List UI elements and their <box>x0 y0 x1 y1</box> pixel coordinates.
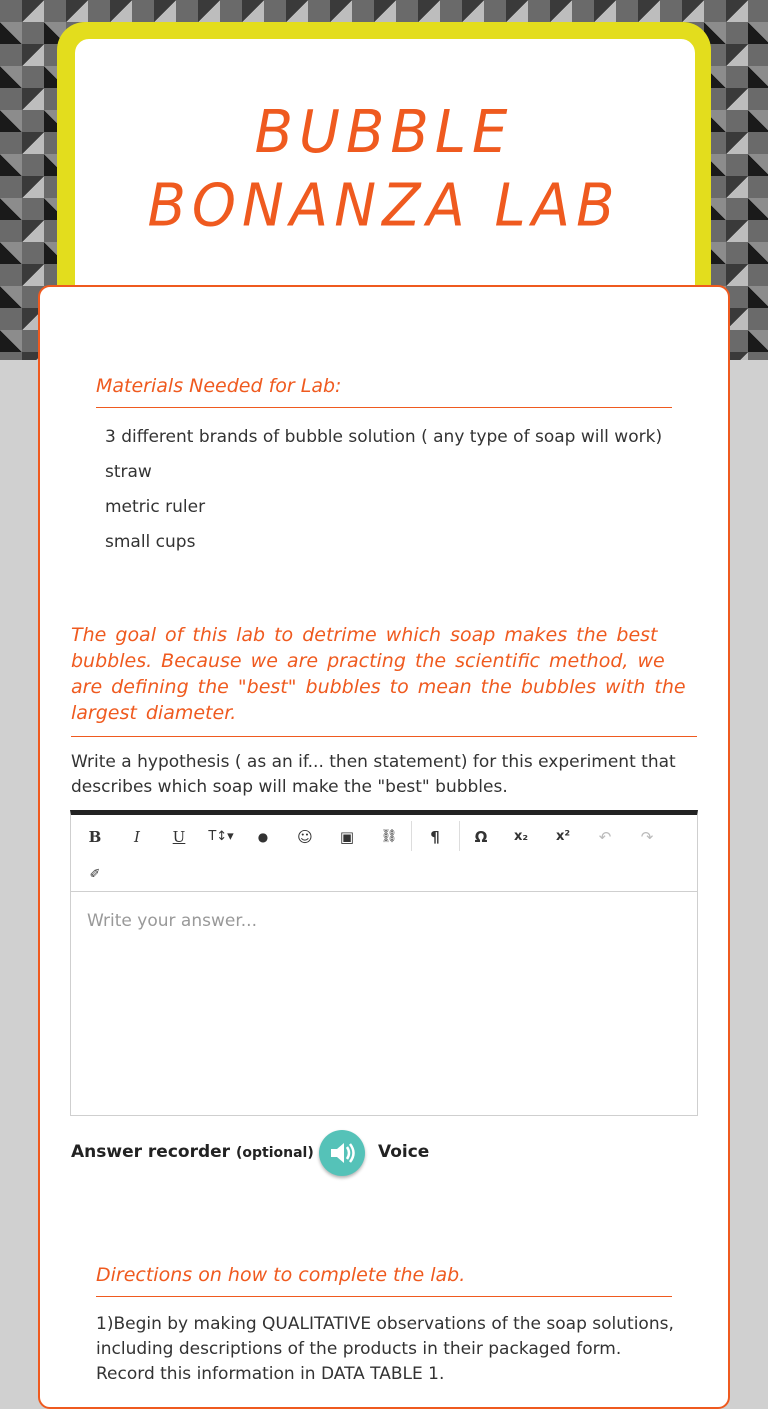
directions-step-1: 1)Begin by making QUALITATIVE observations of the soap solutions, including descriptions of the products in their packaged form. Record this information in DATA TABLE 1. <box>96 1314 674 1384</box>
paragraph-direction-icon[interactable]: ¶ <box>430 828 440 846</box>
italic-button[interactable]: I <box>134 828 140 846</box>
text-color-icon[interactable]: ● <box>257 830 269 844</box>
materials-list <box>105 425 685 565</box>
speaker-icon <box>319 1130 365 1176</box>
recorder-title: Answer recorder <box>71 1142 231 1162</box>
question-prompt: Write a hypothesis ( as an if... then statement) for this experiment that describes which soap will make the "best" bubbles. <box>71 752 676 797</box>
toolbar-divider <box>459 821 460 851</box>
answer-recorder <box>71 1130 571 1176</box>
image-icon[interactable]: ▣ <box>339 828 355 846</box>
subscript-button[interactable]: x₂ <box>513 829 529 844</box>
redo-icon[interactable]: ↷ <box>640 828 654 846</box>
answer-editor <box>70 810 698 1116</box>
bold-button[interactable]: B <box>88 828 102 846</box>
editor-toolbar <box>71 815 697 892</box>
underline-button[interactable]: U <box>172 828 186 846</box>
voice-record-button[interactable] <box>319 1130 365 1176</box>
goal-statement: The goal of this lab to detrime which soap makes the best bubbles. Because we are practing the scientific method, we are defining the "best" bubbles to mean the bubbles with the largest diameter. <box>71 622 697 737</box>
special-char-icon[interactable]: Ω <box>474 828 488 846</box>
emoji-icon[interactable]: ☺ <box>297 828 313 846</box>
list-item: metric ruler <box>105 497 206 517</box>
list-item: 3 different brands of bubble solution ( any type of soap will work) <box>105 427 663 447</box>
link-icon[interactable]: ⛓ <box>380 829 398 844</box>
directions-heading: Directions on how to complete the lab. <box>96 1264 672 1297</box>
undo-icon[interactable]: ↶ <box>598 828 612 846</box>
text-size-dropdown[interactable]: T↕▾ <box>208 829 234 844</box>
superscript-button[interactable]: x² <box>555 829 571 844</box>
recorder-optional: (optional) <box>235 1145 314 1161</box>
voice-label: Voice <box>378 1142 430 1162</box>
list-item: small cups <box>105 532 196 552</box>
materials-heading: Materials Needed for Lab: <box>96 375 672 408</box>
toolbar-divider <box>411 821 412 851</box>
page-title: BUBBLE BONANZA LAB <box>147 98 621 241</box>
recorder-label <box>71 1142 327 1162</box>
answer-input[interactable]: Write your answer... <box>87 911 257 931</box>
clear-format-icon[interactable]: ✐ <box>89 867 101 882</box>
list-item: straw <box>105 462 152 482</box>
